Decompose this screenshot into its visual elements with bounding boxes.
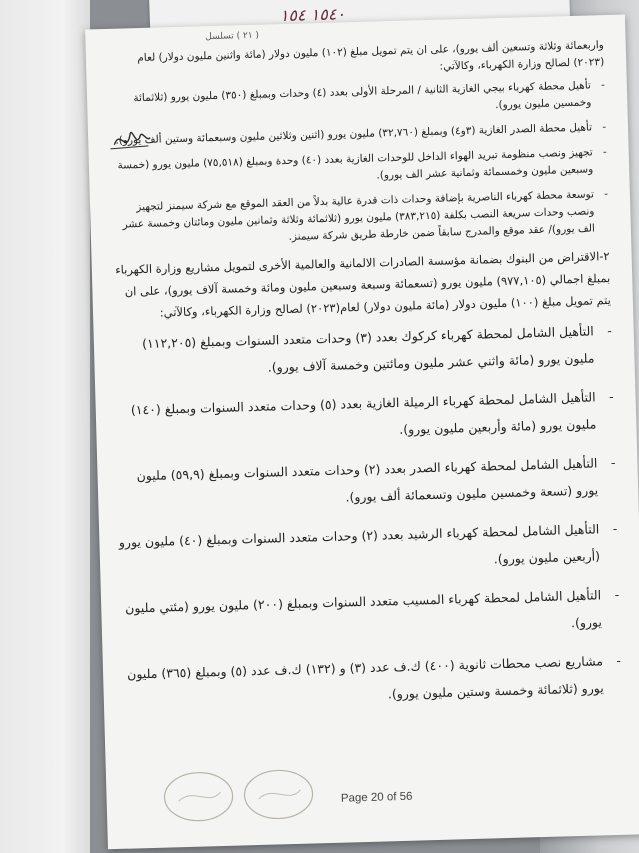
list-item: - مشاريع نصب محطات ثانوية (٤٠٠) ك.ف عدد (٣) و (١٣٢) ك.ف عدد (٥) وبمبلغ (٣٦٥) مليون يورو (ثلاثمائة وخمسة وستين مليون يورو). bbox=[121, 647, 622, 715]
list-item: - التأهيل الشامل لمحطة كهرباء الصدر بعدد (٢) وحدات متعدد السنوات وبمبلغ (٥٩,٩) مليون يورو (تسعة وخمسين مليون وتسعمائة ألف يورو). bbox=[115, 449, 616, 517]
list-item: - تجهيز ونصب منظومة تبريد الهواء الداخل للوحدات الغازية بعدد (٤٠) وحدة وبمبلغ (٧٥,٥١٨) مليون يورو (خمسة وسبعين مليون وخمسمائة وثمانية عشر الف يورو). bbox=[107, 144, 608, 192]
handwritten-note: ١٥٤٠ ١٥٤ bbox=[279, 4, 346, 26]
page-footer: Page 20 of 56 bbox=[340, 790, 413, 805]
page-serial-number: ( ٢١ ) تسلسل bbox=[205, 30, 260, 43]
list-item: - التأهيل الشامل لمحطة كهرباء الرميلة الغازية بعدد (٥) وحدات متعدد السنوات وبمبلغ (١٤٠) مليون يورو (مائة وأربعين مليون يورو). bbox=[113, 383, 614, 451]
document-body bbox=[104, 37, 623, 727]
list-item: - التأهيل الشامل لمحطة كهرباء الرشيد بعدد (٢) وحدات متعدد السنوات وبمبلغ (٤٠) مليون يورو (أربعين مليون يورو). bbox=[117, 515, 618, 583]
document-page bbox=[85, 4, 639, 849]
intro-paragraph: واربعمائة وثلاثة وتسعين ألف يورو)، على ان يتم تمويل مبلغ (١٠٢) مليون دولار (مائة واثنين مليون دولار) لعام (٢٠٢٣) لصالح وزارة الكهرباء، وكالآتي: bbox=[137, 39, 605, 73]
items-list-part2 bbox=[112, 317, 623, 715]
section-2-intro: ٢-الاقتراض من البنوك بضمانة مؤسسة الصادرات الالمانية والعالمية الأخرى لتمويل مشاريع وزارة الكهرباء بمبلغ اجمالي (٩٧٧,١٠٥) مليون يورو (تسعمائة وسبعة وسبعين مليون ومائة وخمسة آلاف يورو)، على ان يتم تمويل مبلغ (١٠٠) مليون دولار (مائة مليون دولار) لعام(٢٠٢٣) لصالح وزارة الكهرباء، وكالآتي: bbox=[115, 248, 612, 320]
list-item: - التأهيل الشامل لمحطة كهرباء المسيب متعدد السنوات وبمبلغ (٢٠٠) مليون يورو (مئتي مليون يورو). bbox=[119, 581, 620, 649]
list-item: - تأهيل محطة الصدر الغازية (٣و٤) وبمبلغ (٣٢,٧٦٠) مليون يورو (اثنين وثلاثين مليون وسبعمائة وستين ألف يورو). bbox=[106, 119, 606, 150]
list-item: - تأهيل محطة كهرباء بيجي الغازية الثانية / المرحلة الأولى بعدد (٤) وحدات وبمبلغ (٣٥٠) مليون يورو (ثلاثمائة وخمسين مليون يورو). bbox=[105, 77, 606, 125]
list-item: - التأهيل الشامل لمحطة كهرباء كركوك بعدد (٣) وحدات متعدد السنوات وبمبلغ (١١٢,٢٠٥) مليون يورو (مائة واثني عشر مليون ومائتين وخمسة آلاف يورو). bbox=[112, 317, 613, 385]
list-item: - توسعة محطة كهرباء الناصرية بإضافة وحدات ذات قدرة عالية بدلاً من العقد الموقع مع شركة سيمنز لتجهيز ونصب وحدات سريعة النصب بكلفة (٣٨٣,٢١٥) مليون يورو (ثلاثمائة وثلاثة وثمانين مليون ومائتان وخمسة عشر الف يورو)/ عقد موقع والمدرج سابقاً ضمن خارطة طريق شركة سيمنز. bbox=[108, 186, 609, 251]
background-paper-left bbox=[0, 0, 90, 853]
items-list-part1 bbox=[105, 77, 609, 251]
